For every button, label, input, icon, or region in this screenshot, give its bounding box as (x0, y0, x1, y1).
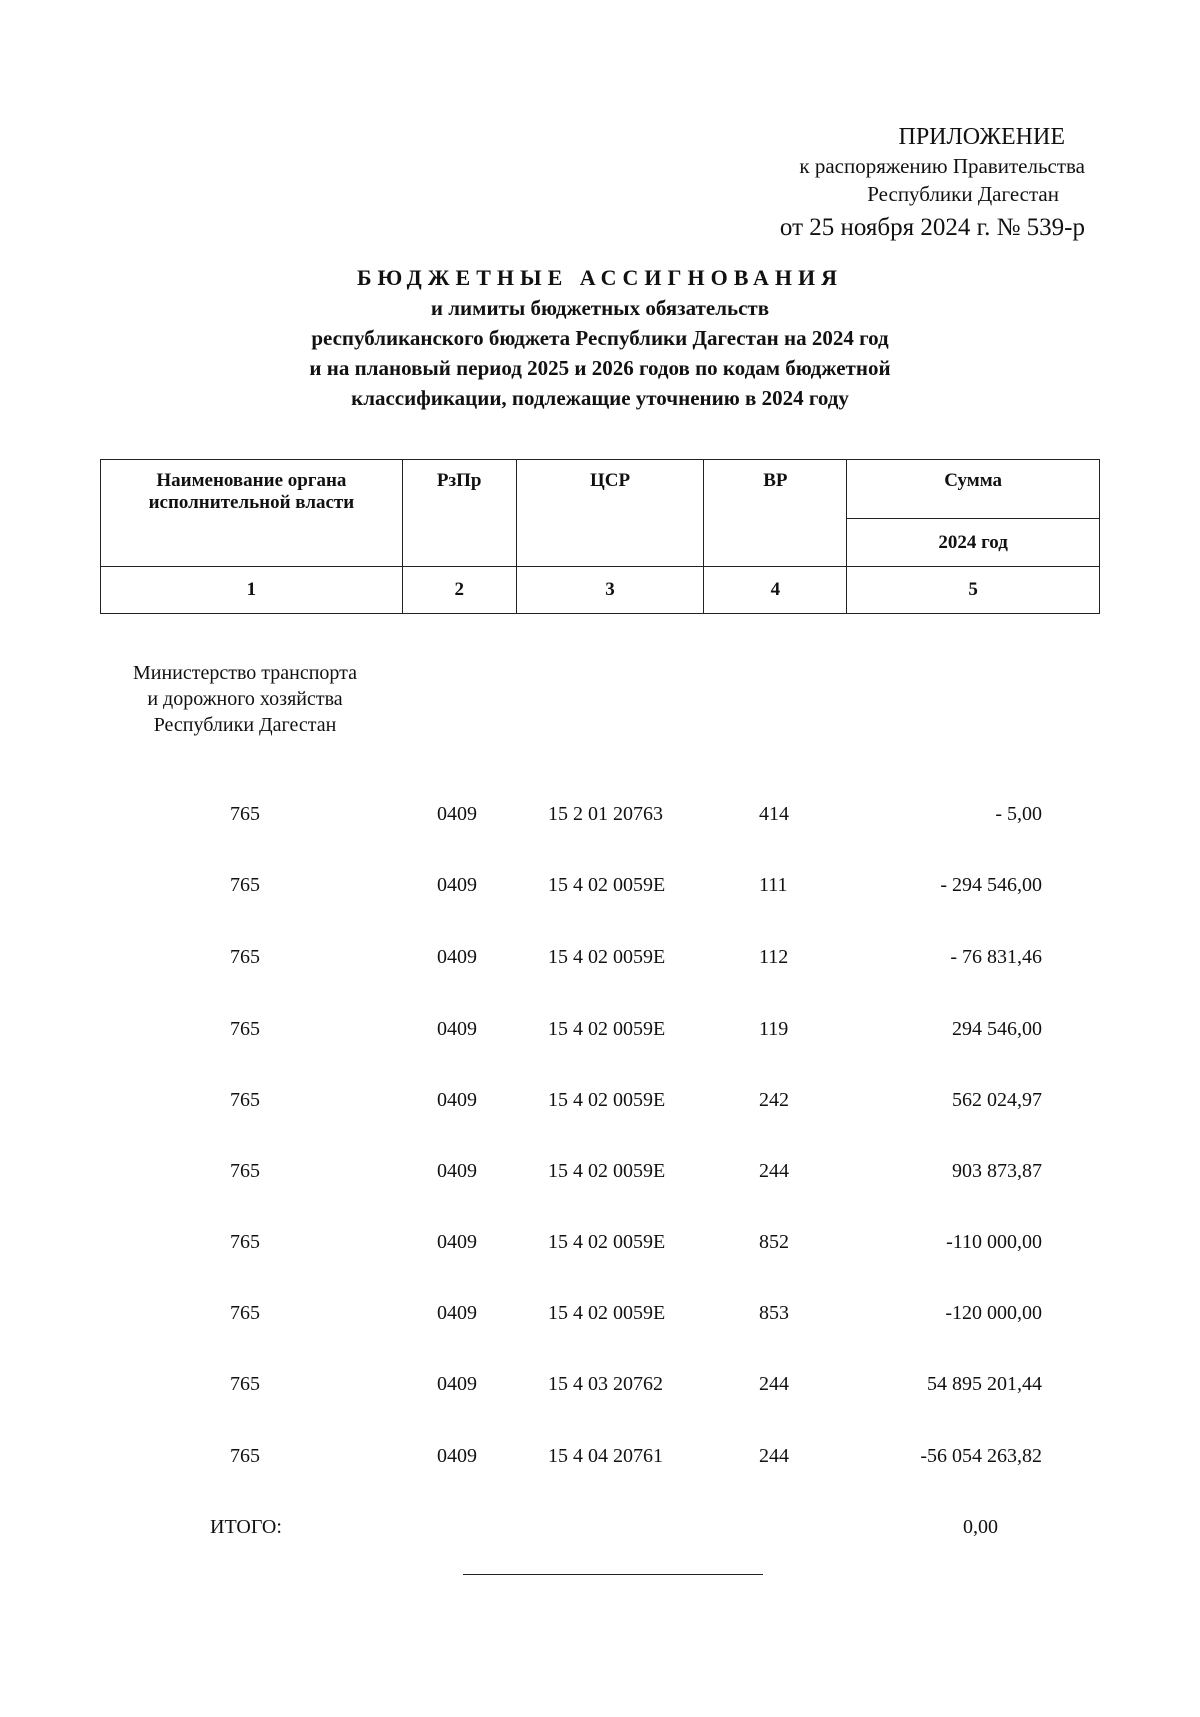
document-heading: БЮДЖЕТНЫЕ АССИГНОВАНИЯ (357, 265, 843, 290)
table-row (0, 1227, 1200, 1257)
total-value: 0,00 (963, 1516, 998, 1538)
header-number-3: 3 (516, 567, 704, 614)
row-csr: 15 4 02 0059Е (548, 874, 666, 896)
row-vr: 111 (759, 874, 788, 896)
row-code: 765 (230, 946, 260, 968)
row-rzpr: 0409 (437, 946, 477, 968)
row-vr: 119 (759, 1018, 789, 1040)
row-csr: 15 4 02 0059Е (548, 1018, 666, 1040)
row-csr: 15 4 02 0059Е (548, 1160, 666, 1182)
appendix-line-1: к распоряжению Правительства (799, 154, 1085, 178)
table-row (0, 1441, 1200, 1471)
row-code: 765 (230, 1302, 260, 1324)
header-number-1: 1 (101, 567, 403, 614)
header-number-2: 2 (402, 567, 516, 614)
title-line-4: классификации, подлежащие уточнению в 2024 году (351, 386, 849, 410)
row-csr: 15 4 02 0059Е (548, 946, 666, 968)
row-rzpr: 0409 (437, 1231, 477, 1253)
row-rzpr: 0409 (437, 874, 477, 896)
table-row (0, 1298, 1200, 1328)
row-sum: - 294 546,00 (940, 874, 1042, 896)
row-sum: -120 000,00 (945, 1302, 1042, 1324)
row-rzpr: 0409 (437, 803, 477, 825)
header-number-5: 5 (847, 567, 1100, 614)
row-csr: 15 2 01 20763 (548, 803, 663, 825)
organization-name (115, 660, 375, 738)
row-code: 765 (230, 874, 260, 896)
row-code: 765 (230, 803, 260, 825)
row-code: 765 (230, 1445, 260, 1467)
row-sum: -110 000,00 (946, 1231, 1042, 1253)
row-csr: 15 4 02 0059Е (548, 1231, 666, 1253)
appendix-block (665, 122, 1085, 246)
header-col-rzpr: РзПр (402, 460, 516, 567)
row-sum: 294 546,00 (952, 1018, 1042, 1040)
table-row (0, 799, 1200, 829)
row-sum: - 76 831,46 (950, 946, 1042, 968)
row-vr: 244 (759, 1160, 789, 1182)
row-rzpr: 0409 (437, 1018, 477, 1040)
title-line-1: и лимиты бюджетных обязательств (430, 296, 770, 320)
row-code: 765 (230, 1018, 260, 1040)
row-rzpr: 0409 (437, 1089, 477, 1111)
row-sum: -56 054 263,82 (920, 1445, 1042, 1467)
row-csr: 15 4 04 20761 (548, 1445, 663, 1467)
row-csr: 15 4 02 0059Е (548, 1302, 666, 1324)
header-col-csr: ЦСР (516, 460, 704, 567)
header-col-vr: ВР (704, 460, 847, 567)
title-line-2: республиканского бюджета Республики Дагестан на 2024 год (311, 326, 889, 350)
row-rzpr: 0409 (437, 1160, 477, 1182)
row-sum: - 5,00 (995, 803, 1042, 825)
row-code: 765 (230, 1373, 260, 1395)
appendix-line-2: Республики Дагестан (867, 182, 1059, 206)
row-vr: 244 (759, 1445, 789, 1467)
row-sum: 903 873,87 (952, 1160, 1042, 1182)
table-row (0, 1369, 1200, 1399)
row-vr: 112 (759, 946, 789, 968)
row-csr: 15 4 02 0059Е (548, 1089, 666, 1111)
row-code: 765 (230, 1160, 260, 1182)
header-number-4: 4 (704, 567, 847, 614)
row-rzpr: 0409 (437, 1302, 477, 1324)
header-col-sum: Сумма (847, 460, 1100, 519)
header-col-year: 2024 год (847, 519, 1100, 567)
closing-rule (463, 1574, 763, 1575)
organization-line-3: Республики Дагестан (153, 714, 337, 736)
row-csr: 15 4 03 20762 (548, 1373, 663, 1395)
total-label: ИТОГО: (210, 1516, 282, 1538)
row-vr: 852 (759, 1231, 789, 1253)
document-title (100, 263, 1100, 413)
organization-line-2: и дорожного хозяйства (147, 688, 343, 710)
title-line-3: и на плановый период 2025 и 2026 годов по кодам бюджетной (309, 356, 891, 380)
row-code: 765 (230, 1089, 260, 1111)
table-row (0, 1014, 1200, 1044)
table-row (0, 1085, 1200, 1115)
header-table (100, 459, 1100, 614)
organization-line-1: Министерство транспорта (132, 662, 358, 684)
row-code: 765 (230, 1231, 260, 1253)
table-row (0, 942, 1200, 972)
table-row (0, 1156, 1200, 1186)
row-vr: 853 (759, 1302, 789, 1324)
row-vr: 244 (759, 1373, 789, 1395)
row-rzpr: 0409 (437, 1445, 477, 1467)
row-sum: 562 024,97 (952, 1089, 1042, 1111)
header-col-org: Наименование органа исполнительной власти (101, 460, 403, 567)
row-rzpr: 0409 (437, 1373, 477, 1395)
row-vr: 242 (759, 1089, 789, 1111)
table-row (0, 870, 1200, 900)
row-vr: 414 (759, 803, 789, 825)
appendix-date: от 25 ноября 2024 г. № 539-р (779, 214, 1085, 241)
row-sum: 54 895 201,44 (927, 1373, 1042, 1395)
appendix-title: ПРИЛОЖЕНИЕ (898, 124, 1065, 150)
